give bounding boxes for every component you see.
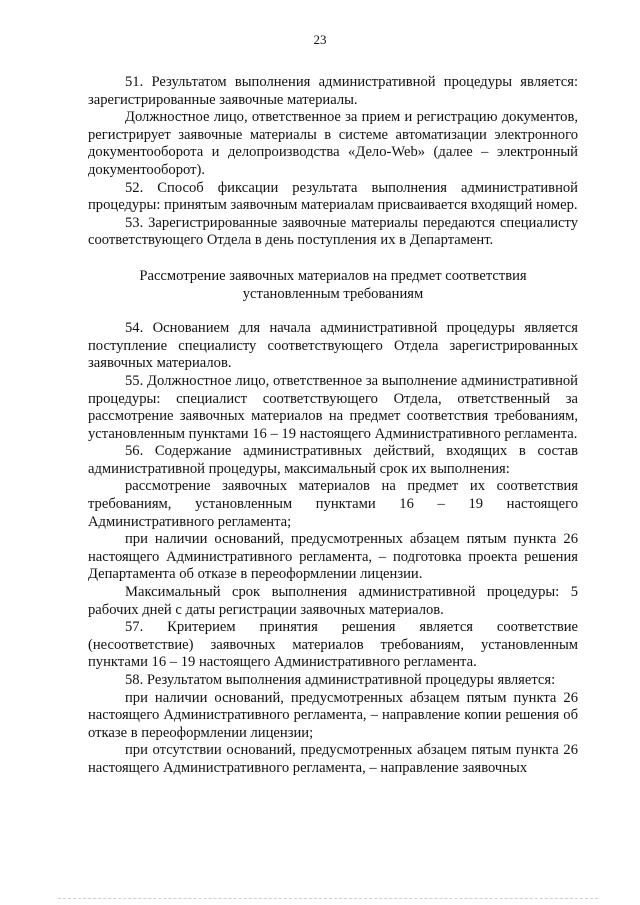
paragraph-53: 53. Зарегистрированные заявочные материалы передаются специалисту соответствующего Отдела в день поступления их в Департамент.: [88, 214, 578, 249]
paragraph-57: 57. Критерием принятия решения является соответствие (несоответствие) заявочных материалов требованиям, установленным пунктами 16 – 19 настоящего Административного регламента.: [88, 619, 578, 671]
paragraph-58-item-2: при отсутствии оснований, предусмотренных абзацем пятым пункта 26 настоящего Административного регламента, – направление заявочных: [88, 742, 578, 776]
paragraph-54: 54. Основанием для начала административной процедуры является поступление специалисту соответствующего Отдела зарегистрированных заявочных материалов.: [88, 320, 578, 372]
paragraph-56-item-2: при наличии оснований, предусмотренных абзацем пятым пункта 26 настоящего Административного регламента, – подготовка проекта решения Департамента об отказе в переоформлении лицензии.: [88, 531, 578, 583]
page-number: 23: [313, 32, 327, 47]
page-content: [88, 74, 578, 778]
paragraph-51: 51. Результатом выполнения административной процедуры является: зарегистрированные заявочные материалы.: [88, 74, 578, 108]
paragraph-58: 58. Результатом выполнения административной процедуры является:: [125, 672, 556, 688]
paragraph-58-item-1: при наличии оснований, предусмотренных абзацем пятым пункта 26 настоящего Административного регламента, – направление копии решения об отказе в переоформлении лицензии;: [88, 689, 578, 741]
section-heading-line-2: установленным требованиям: [242, 285, 424, 302]
section-heading-line-1: Рассмотрение заявочных материалов на предмет соответствия: [139, 267, 527, 284]
paragraph-56: 56. Содержание административных действий, входящих в состав административной процедуры, максимальный срок их выполнения:: [88, 443, 578, 477]
paragraph-56-max-term: Максимальный срок выполнения административной процедуры: 5 рабочих дней с даты регистрации заявочных материалов.: [88, 584, 578, 618]
paragraph-56-item-1: рассмотрение заявочных материалов на предмет их соответствия требованиям, установленным пунктами 16 – 19 настоящего Административного регламента;: [88, 478, 578, 530]
scan-edge-line: [58, 898, 598, 899]
paragraph-52: 52. Способ фиксации результата выполнения административной процедуры: принятым заявочным материалам присваивается входящий номер.: [88, 179, 578, 214]
section-heading: [88, 268, 578, 303]
paragraph-51-responsible: Должностное лицо, ответственное за прием и регистрацию документов, регистрирует заявочные материалы в системе автоматизации электронного документооборота и делопроизводства «Дело-Web» (далее – электронный документооборот).: [88, 109, 578, 178]
paragraph-55: 55. Должностное лицо, ответственное за выполнение административной процедуры: специалист соответствующего Отдела, ответственный за рассмотрение заявочных материалов на предмет соответствия требованиям, установленным пунктами 16 – 19 настоящего Административного регламента.: [88, 372, 578, 442]
